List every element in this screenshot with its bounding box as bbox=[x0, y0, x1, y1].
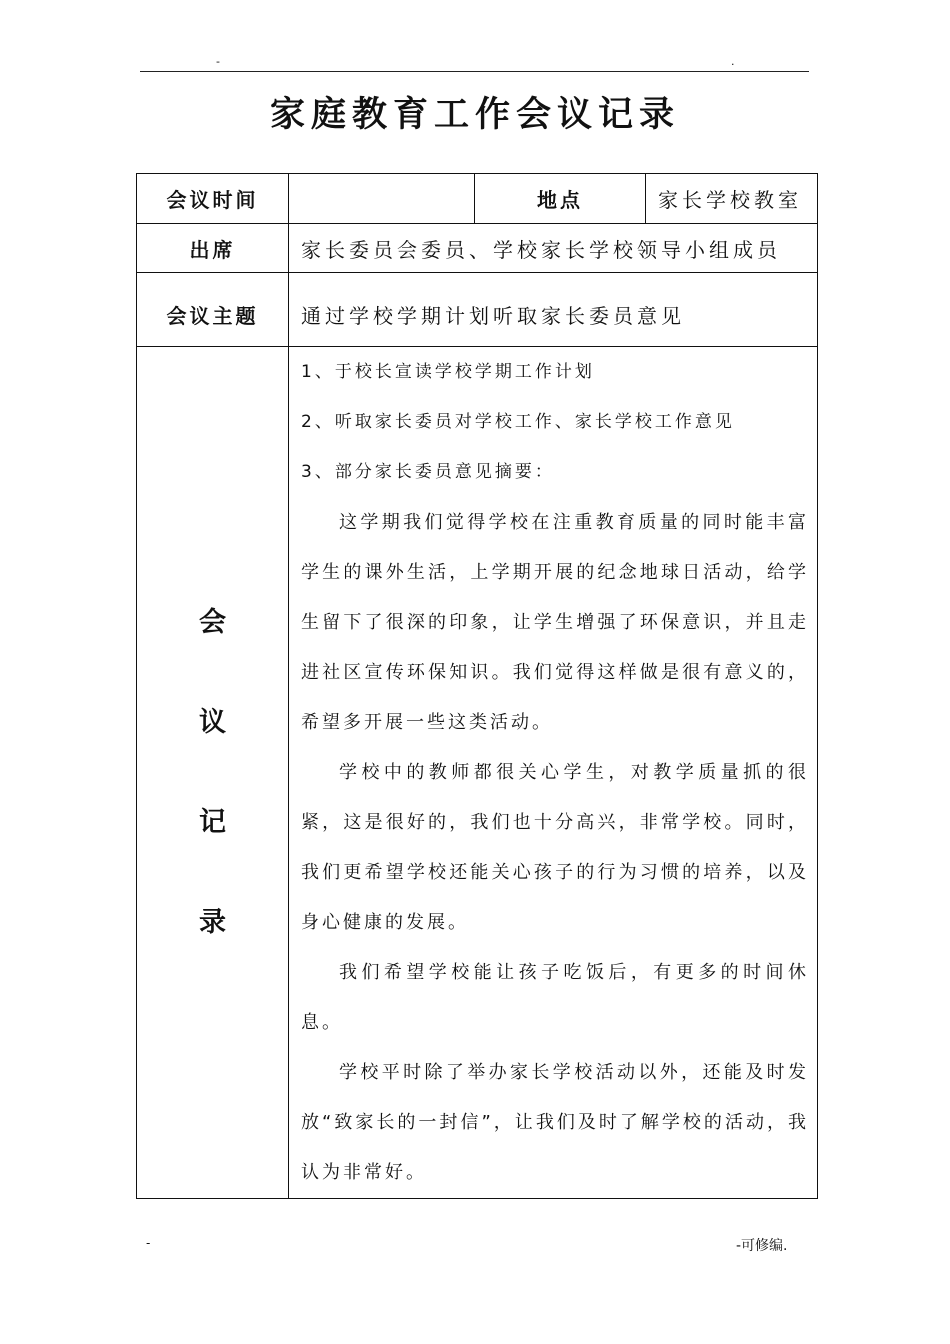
header-right-mark: . bbox=[731, 55, 735, 68]
meeting-record-table bbox=[136, 173, 818, 1199]
record-paragraph: 我们希望学校能让孩子吃饭后，有更多的时间休息。 bbox=[301, 962, 809, 1033]
footer-editable-note: -可修编. bbox=[736, 1238, 788, 1254]
record-paragraph: 学校平时除了举办家长学校活动以外，还能及时发放“致家长的一封信”，让我们及时了解学校的活动，我认为非常好。 bbox=[301, 1062, 809, 1183]
time-label: 会议时间 bbox=[137, 174, 289, 224]
footer-left-mark: - bbox=[146, 1236, 151, 1250]
header-rule bbox=[140, 71, 809, 72]
record-item: 1、于校长宣读学校学期工作计划 bbox=[301, 362, 595, 382]
topic-label: 会议主题 bbox=[137, 273, 289, 347]
row-topic bbox=[137, 273, 818, 347]
attend-label: 出席 bbox=[137, 224, 289, 273]
record-label-char: 议 bbox=[199, 706, 226, 738]
record-paragraph: 这学期我们觉得学校在注重教育质量的同时能丰富学生的课外生活，上学期开展的纪念地球日活动，给学生留下了很深的印象，让学生增强了环保意识，并且走进社区宣传环保知识。我们觉得这样做是很有意义的，希望多开展一些这类活动。 bbox=[301, 512, 809, 733]
record-label-char: 会 bbox=[199, 606, 226, 638]
header-left-mark: - bbox=[216, 55, 220, 68]
topic-value: 通过学校学期计划听取家长委员意见 bbox=[289, 273, 818, 347]
place-label: 地点 bbox=[475, 174, 646, 224]
record-label-char: 记 bbox=[199, 806, 226, 838]
row-attendees bbox=[137, 224, 818, 273]
row-record bbox=[137, 347, 818, 1199]
attend-value: 家长委员会委员、学校家长学校领导小组成员 bbox=[289, 224, 818, 273]
record-label bbox=[137, 347, 289, 1199]
time-value bbox=[289, 174, 475, 224]
record-paragraph: 学校中的教师都很关心学生，对教学质量抓的很紧，这是很好的，我们也十分高兴，非常学校。同时，我们更希望学校还能关心孩子的行为习惯的培养，以及身心健康的发展。 bbox=[301, 762, 809, 933]
record-item: 3、部分家长委员意见摘要： bbox=[301, 462, 555, 482]
record-body bbox=[289, 347, 818, 1199]
record-item: 2、听取家长委员对学校工作、家长学校工作意见 bbox=[301, 412, 735, 432]
page-title: 家庭教育工作会议记录 bbox=[269, 95, 680, 135]
place-value: 家长学校教室 bbox=[646, 174, 818, 224]
record-label-char: 录 bbox=[199, 906, 226, 938]
row-time-place bbox=[137, 174, 818, 224]
